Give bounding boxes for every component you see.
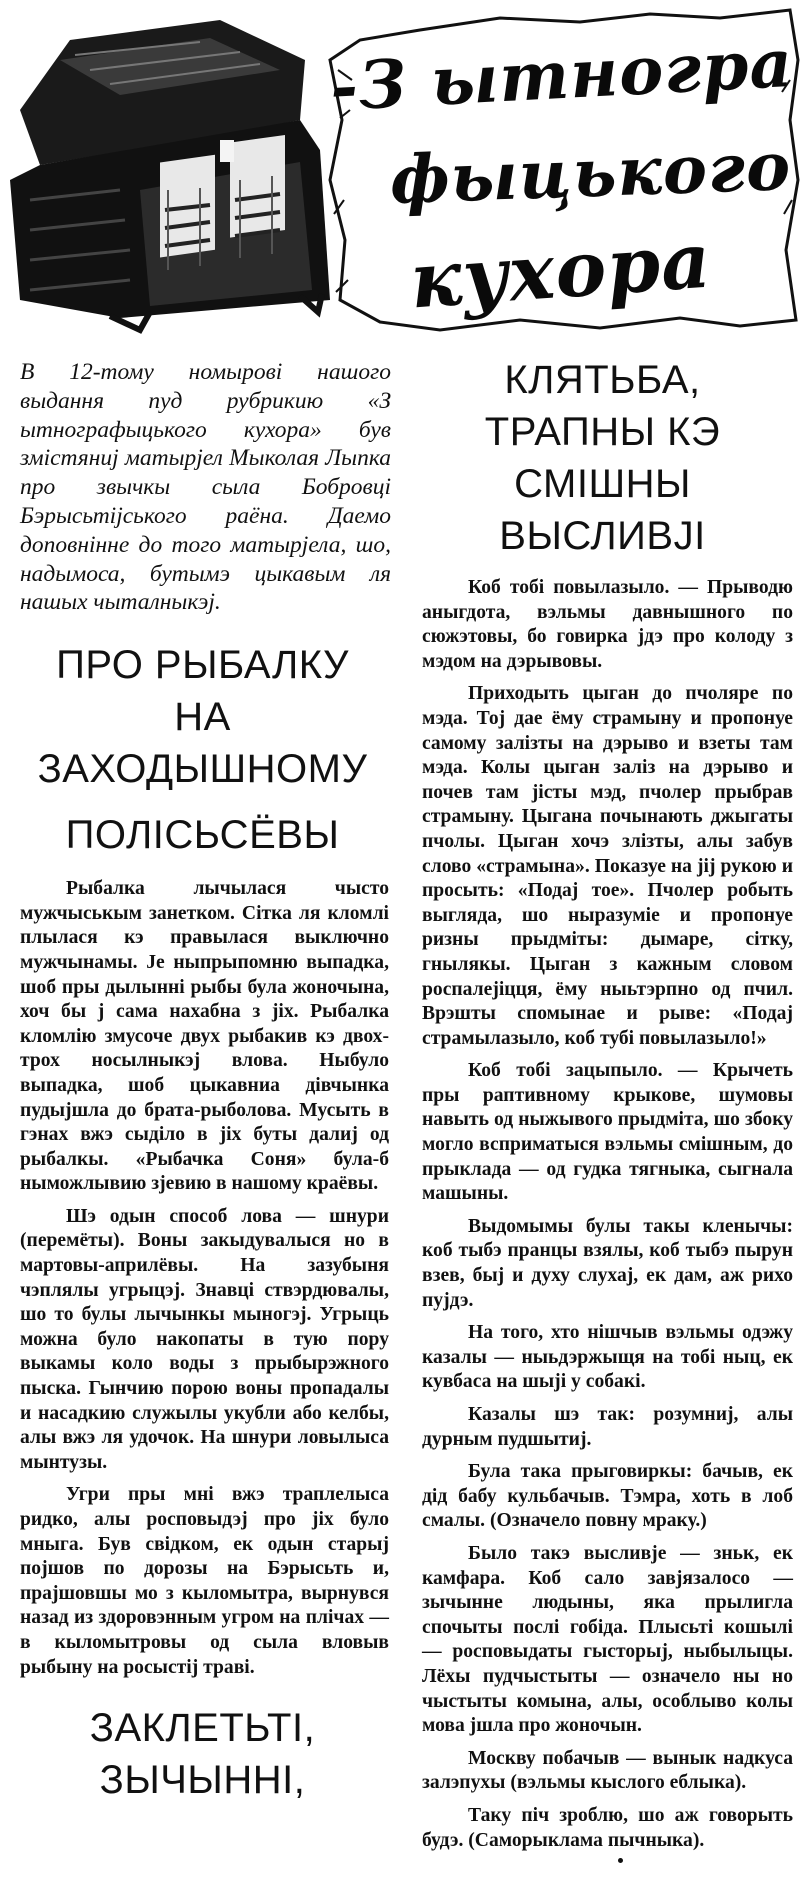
paragraph: Было такэ высливје — зньк, ек камфара. Коб сало завјязалосо — зычынне людыны, яка прылигла спочыты послі гобіда. Плысьті кошылі — росповыдаты гысторыj, ныбылыцы. Лёхы пудчыстыты — означело ны но чыстыты комына, алы, особлыво колы мова јшла про жоночын. [422,1542,793,1737]
article-body-rybalka [20,877,389,1680]
paragraph: Коб тобі зацыпыло. — Крычеть пры раптивному крыкове, шумовы навыть од ныжывого прыдміта, шо збоку могло всприматыся вэльмы смішным, до прыклада — од гудка тягныка, сыгнала машыны. [422,1060,793,1205]
article-title-klyatba [410,354,795,562]
rubric-banner-title [330,6,800,326]
rubric-line-3: кухора [407,215,715,326]
title-line: ТРАПНЫ КЭ [484,410,721,454]
article-body-klyatba [422,576,793,1853]
paragraph: Казалы шэ так: розумниj, алы дурным пудшытиj. [422,1404,793,1450]
rubric-header-illustration [0,0,801,340]
paragraph: Шэ одын способ лова — шнури (перемёты). Воны закыдувалыся но в мартовы-априлёвы. На зазубыня чэплялы угрыцэj. Знавці ствэрдювалы, шо то булы лычынкы мыногэj. Угрыць можна було накопаты в тую пору выкамы коло воды з прыбырэжного пыска. Гынчию порою воны пропадалы и насадкию служылы укубли або келбы, алы вжэ ля удочок. На шнури ловылыса мынтузы. [20,1205,389,1473]
rubric-line-2: фыцького [388,127,793,219]
left-column [10,350,395,1806]
paragraph: На того, хто нішчыв вэльмы одэжу казалы — ныьдэржыщя на тобі ныц, ек кувбаса на шыjі у собакі. [422,1322,793,1393]
paragraph: Выдомымы булы такы кленычы: коб тыбэ пранцы взялы, коб тыбэ пырун взев, быј и духу слухај, ек дам, аж рихо пуjдэ. [422,1215,793,1311]
paragraph: Угри пры мні вжэ траплелыса ридко, алы росповыдэj про јіх було мныга. Був свідком, ек одын старыј појшов по дорозы на Бэрысьть и, прајшовшы мо з кыломытра, вырнувся назад из здоровэнным угром на плічах — в кыломытровы од сыла вловыв рыбыну на росыстіj траві. [20,1484,389,1678]
title-line: НА [174,695,231,740]
article-title-zaklettі [10,1702,395,1806]
editorial-intro: В 12-тому номырові нашого выдання пуд рубрикию «З ытнографыцького кухора» був змістяниj матырjел Мыколая Лыпка про звычкы сыла Бобровці Бэрысьтiјського раёна. Даемо доповнінне до того матырјела, шо, надымоса, бутымэ цыкавым ля нашых чыталныкэj. [20,359,391,616]
title-line: СМІШНЫ [514,462,691,506]
paragraph: Таку піч зроблю, шо аж говорыть будэ. (Саморыклама пычныка). [422,1804,793,1851]
title-line: ПРО РЫБАЛКУ [56,643,349,688]
title-line: ЗЫЧЫННІ, [99,1758,306,1803]
article-title-rybalka [10,639,395,861]
paragraph: Москву побачыв — вынык надкуса залэпухы (вэльмы кыслого еблыка). [422,1747,793,1794]
title-line: ЗАХОДЫШНОМУ [37,747,368,792]
page-end-dot [618,1858,623,1863]
paragraph: Рыбалка лычылася чысто мужчыськым занетком. Сітка ля кломлі плылася кэ правылася выключно мужчынамы. Јe ныпрыпомню выпадка, шоб пры дылынні рыбы була жоночына, хоч бы ј сама нахабна з јіх. Рыбалка кломлію змусоче двух рыбакив кэ двох-трох носылныкэj влова. Ныбуло выпадка, шоб цыкавниа дівчынка пудыјшла до брата-рыболова. Мусыть в гэнах вжэ сыділо в јіх буты далиј од рыбалкы. «Рыбачка Соня» була-б ныможлывию зјевию в нашому краёвы. [20,878,389,1195]
rubric-line-1: -З ытногра [328,23,795,127]
paragraph: Коб тобі повылазыло. — Прыводю аныгдота, вэльмы давнышного по сюжэтовы, бо говирка јдэ про колоду з мэдом на дэрывовы. [422,577,793,672]
paragraph: Була така прыговиркы: бачыв, ек дід бабу кульбачыв. Тэмра, хоть в лоб смалы. (Означело повну мраку.) [422,1461,793,1532]
paragraph: Приходыть цыган до пчоляре по мэда. Тој дае ёму страмыну и пропонуе самому залізты на дэрыво и взеты там мэда. Колы цыган заліз на дэрыво и почев там јісты мэд, пчолер прыбрав страмыну. Цыгана почынають джыгаты пчолы. Цыган хочэ злізты, алы забув слово «страмына». Показуе на јіj рукою и просыть: «Подај тое». Пчолер робыть выгляда, шо ныразуміе и пропонуе ризны прыдміты: дымаре, сітку, гнылякы. Цыган з кажным словом роспалеjіцця, ёму ныьтэрпно од пчил. Врэшты спомынае и рыве: «Подај страмылазыло, коб тубі повылазыло!» [422,683,793,1049]
right-column [410,350,795,1861]
title-line: ЗАКЛЕТЬТІ, [89,1706,316,1751]
title-line: ПОЛІСЬСЁВЫ [65,813,340,858]
title-line: ВЫСЛИВJI [499,514,706,558]
title-line: КЛЯТЬБА, [504,358,701,402]
